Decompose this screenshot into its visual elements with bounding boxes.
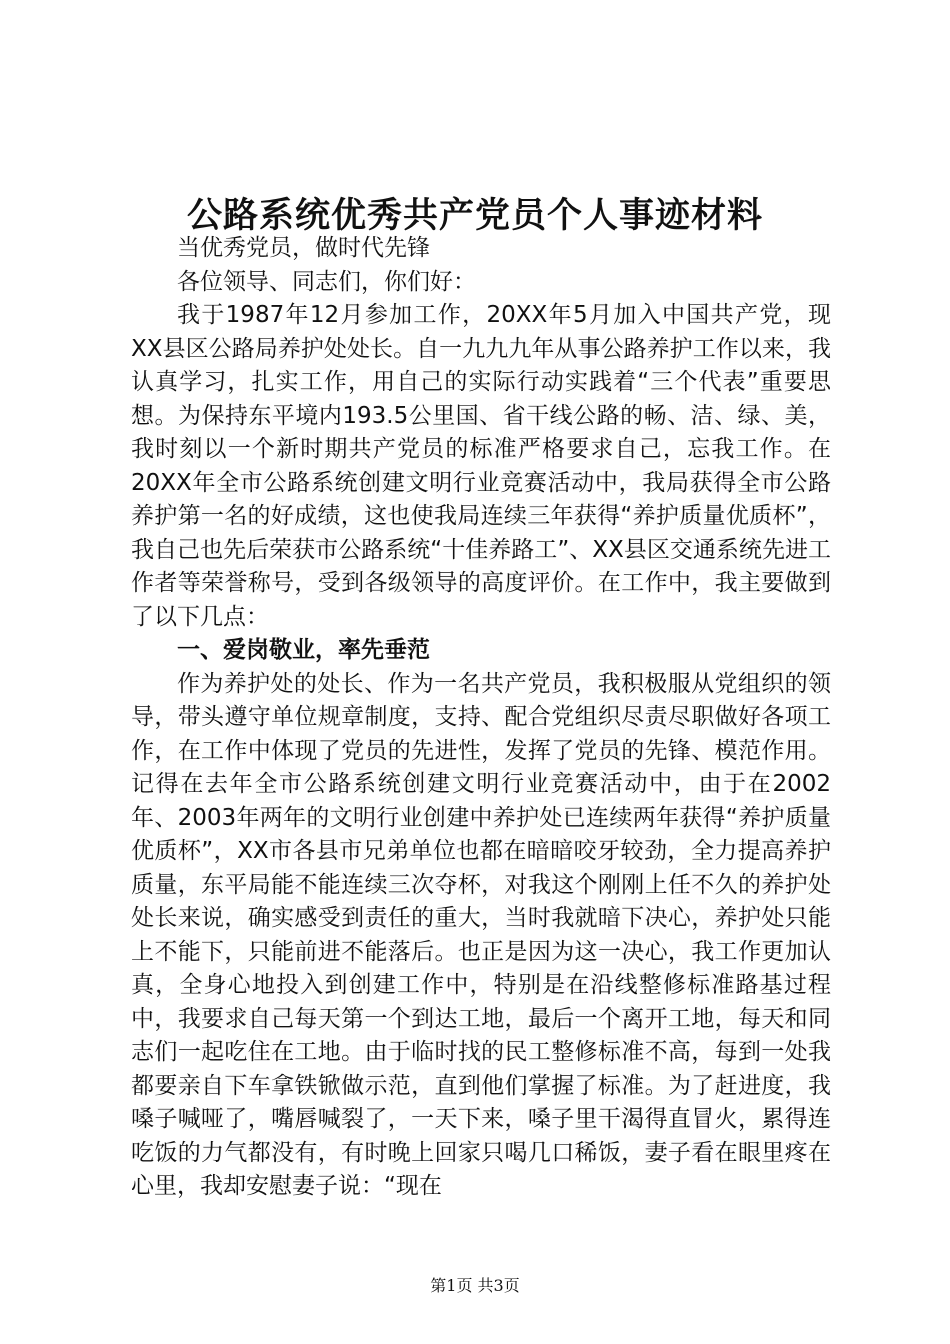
document-title: 公路系统优秀共产党员个人事迹材料 bbox=[186, 195, 763, 236]
greeting: 各位领导、同志们，你们好： bbox=[177, 268, 476, 295]
paragraph-section-1: 作为养护处的处长、作为一名共产党员，我积极服从党组织的领导，带头遵守单位规章制度，支持、配合党组织尽责尽职做好各项工作，在工作中体现了党员的先进性，发挥了党员的先锋、模范作用。记得在去年全市公路系统创建文明行业竞赛活动中，由于在2002年、2003年两年的文明行业创建中养护处已连续两年获得“养护质量优质杯”，XX市各县市兄弟单位也都在暗暗咬牙较劲，全力提高养护质量，东平局能不能连续三次夺杯，对我这个刚刚上任不久的养护处处长来说，确实感受到责任的重大，当时我就暗下决心，养护处只能上不能下，只能前进不能落后。也正是因为这一决心，我工作更加认真，全身心地投入到创建工作中，特别是在沿线整修标准路基过程中，我要求自己每天第一个到达工地，最后一个离开工地，每天和同志们一起吃住在工地。由于临时找的民工整修标准不高，每到一处我都要亲自下车拿铁锨做示范，直到他们掌握了标准。为了赶进度，我嗓子喊哑了，嘴唇喊裂了，一天下来，嗓子里干渴得直冒火，累得连吃饭的力气都没有，有时晚上回家只喝几口稀饭，妻子看在眼里疼在心里，我却安慰妻子说：“现在 bbox=[131, 670, 831, 1199]
section-heading-1: 一、爱岗敬业，率先垂范 bbox=[177, 637, 430, 663]
paragraph-intro: 我于1987年12月参加工作，20XX年5月加入中国共产党，现XX县区公路局养护处处长。自一九九九年从事公路养护工作以来，我认真学习，扎实工作，用自己的实际行动实践着“三个代表”重要思想。为保持东平境内193.5公里国、省干线公路的畅、洁、绿、美，我时刻以一个新时期共产党员的标准严格要求自己，忘我工作。在20XX年全市公路系统创建文明行业竞赛活动中，我局获得全市公路养护第一名的好成绩，这也使我局连续三年获得“养护质量优质杯”，我自己也先后荣获市公路系统“十佳养路工”、XX县区交通系统先进工作者等荣誉称号，受到各级领导的高度评价。在工作中，我主要做到了以下几点： bbox=[131, 302, 831, 630]
subtitle: 当优秀党员，做时代先锋 bbox=[177, 235, 430, 261]
page-number-footer: 第1页 共3页 bbox=[430, 1276, 520, 1295]
document-body bbox=[131, 232, 831, 1204]
